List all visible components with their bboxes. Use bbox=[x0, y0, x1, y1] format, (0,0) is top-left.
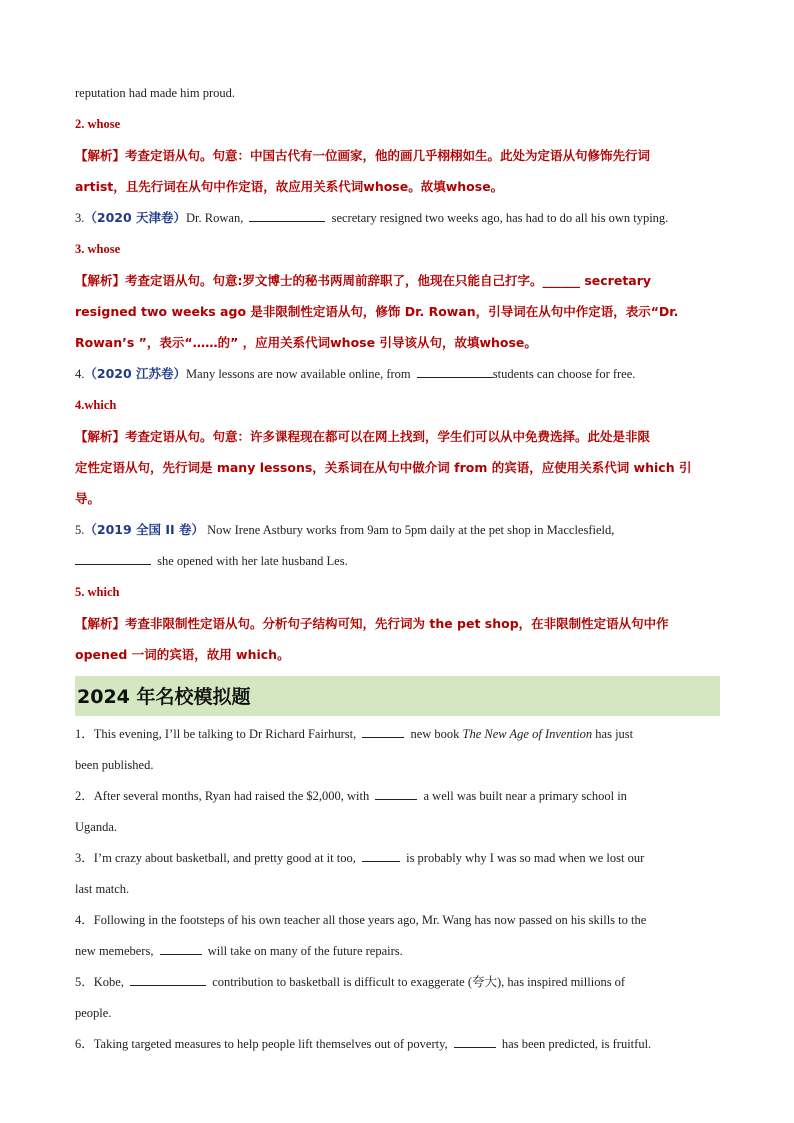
exercise-2-text-pre: After several months, Ryan had raised the $2,000, with bbox=[93, 789, 370, 803]
exercise-5-line-1 bbox=[75, 967, 720, 998]
section-title: 2024 年名校模拟题 bbox=[75, 676, 720, 716]
q3-answer: 3. whose bbox=[75, 242, 121, 256]
exercise-6-line-1 bbox=[75, 1029, 720, 1060]
exercise-1-number: 1． bbox=[75, 727, 94, 741]
q4-analysis-line-2: 定性定语从句，先行词是 many lessons，关系词在从句中做介词 from 的宾语，应使用关系代词 which 引 bbox=[75, 460, 692, 475]
q3-analysis-line-1: 【解析】考查定语从句。句意:罗文博士的秘书两周前辞职了，他现在只能自己打字。______ secretary bbox=[75, 273, 652, 288]
q4-blank bbox=[417, 366, 493, 378]
q3-source: （2020 天津卷） bbox=[84, 210, 187, 225]
exercise-1-text-mid: new book bbox=[410, 727, 460, 741]
exercise-6-number: 6． bbox=[75, 1037, 94, 1051]
q5-source: （2019 全国 II 卷） bbox=[84, 522, 205, 537]
exercise-1-line-2: been published. bbox=[75, 758, 154, 772]
exercise-1-text-pre: This evening, I’ll be talking to Dr Richard Fairhurst, bbox=[93, 727, 357, 741]
q2-analysis-line-2: artist，且先行词在从句中作定语，故应用关系代词whose。故填whose。 bbox=[75, 179, 504, 194]
exercise-1-line-1 bbox=[75, 719, 720, 750]
q5-answer: 5. which bbox=[75, 585, 120, 599]
q3-text-pre: Dr. Rowan, bbox=[186, 211, 244, 225]
exercise-5-blank bbox=[130, 974, 206, 986]
exercise-2-blank bbox=[375, 788, 417, 800]
q5-question-line-2 bbox=[75, 546, 720, 577]
q3-text-post: secretary resigned two weeks ago, has had to do all his own typing. bbox=[331, 211, 669, 225]
exercise-1-blank bbox=[362, 726, 404, 738]
exercise-3-blank bbox=[362, 850, 400, 862]
q4-text-pre: Many lessons are now available online, from bbox=[186, 367, 411, 381]
exercise-5-text-post: contribution to basketball is difficult to exaggerate (夸大), has inspired millions of bbox=[212, 975, 626, 989]
q3-question bbox=[75, 202, 720, 234]
exercise-1-book-title: The New Age of Invention bbox=[462, 727, 593, 741]
exercise-4-blank bbox=[160, 943, 202, 955]
exercise-3-line-2: last match. bbox=[75, 882, 130, 896]
exercise-1-text-post: has just bbox=[595, 727, 634, 741]
exercise-3-text-post: is probably why I was so mad when we lost our bbox=[406, 851, 645, 865]
exercise-5-line-2: people. bbox=[75, 1006, 112, 1020]
exercise-6-blank bbox=[454, 1036, 496, 1048]
exercise-5-text-pre: Kobe, bbox=[93, 975, 124, 989]
q2-analysis-line-1: 【解析】考查定语从句。句意：中国古代有一位画家，他的画几乎栩栩如生。此处为定语从句修饰先行词 bbox=[75, 148, 651, 163]
exercise-4-text-post: will take on many of the future repairs. bbox=[207, 944, 403, 958]
exercise-4-text-line-1: Following in the footsteps of his own teacher all those years ago, Mr. Wang has now passed on his skills to the bbox=[93, 913, 647, 927]
exercise-2-number: 2． bbox=[75, 789, 94, 803]
intro-tail-text: reputation had made him proud. bbox=[75, 86, 236, 100]
exercise-3-line-1 bbox=[75, 843, 720, 874]
exercise-5-number: 5． bbox=[75, 975, 94, 989]
q5-text-pre: Now Irene Astbury works from 9am to 5pm daily at the pet shop in Macclesfield, bbox=[207, 523, 615, 537]
exercise-2-line-1 bbox=[75, 781, 720, 812]
q4-answer: 4.which bbox=[75, 398, 117, 412]
q5-question-line-1 bbox=[75, 514, 720, 546]
q4-source: （2020 江苏卷） bbox=[84, 366, 187, 381]
exercise-4-line-2 bbox=[75, 936, 720, 967]
exercise-3-text-pre: I’m crazy about basketball, and pretty good at it too, bbox=[93, 851, 356, 865]
q5-number: 5. bbox=[75, 523, 85, 537]
q4-analysis-line-3: 导。 bbox=[75, 491, 101, 506]
exercise-4-line-1 bbox=[75, 905, 720, 936]
document-page bbox=[75, 78, 720, 1060]
exercise-6-text-pre: Taking targeted measures to help people lift themselves out of poverty, bbox=[93, 1037, 448, 1051]
q4-text-post: students can choose for free. bbox=[492, 367, 636, 381]
q4-question bbox=[75, 358, 720, 390]
q3-number: 3. bbox=[75, 211, 85, 225]
q5-text-post: she opened with her late husband Les. bbox=[157, 554, 348, 568]
q4-number: 4. bbox=[75, 367, 85, 381]
exercise-6-text-post: has been predicted, is fruitful. bbox=[501, 1037, 652, 1051]
q3-blank bbox=[249, 210, 325, 222]
q5-analysis-line-2: opened 一词的宾语，故用 which。 bbox=[75, 647, 290, 662]
exercise-3-number: 3． bbox=[75, 851, 94, 865]
exercise-4-number: 4． bbox=[75, 913, 94, 927]
q3-analysis-line-3: Rowan’s ”，表示“……的” ，应用关系代词whose 引导该从句，故填whose。 bbox=[75, 335, 537, 350]
q4-analysis-line-1: 【解析】考查定语从句。句意：许多课程现在都可以在网上找到，学生们可以从中免费选择。此处是非限 bbox=[75, 429, 651, 444]
q3-analysis-line-2: resigned two weeks ago 是非限制性定语从句，修饰 Dr. Rowan，引导词在从句中作定语，表示“Dr. bbox=[75, 304, 679, 319]
exercise-4-text-pre: new memebers, bbox=[75, 944, 154, 958]
exercise-2-line-2: Uganda. bbox=[75, 820, 117, 834]
q5-analysis-line-1: 【解析】考查非限制性定语从句。分析句子结构可知，先行词为 the pet shop，在非限制性定语从句中作 bbox=[75, 616, 669, 631]
q2-answer: 2. whose bbox=[75, 117, 121, 131]
q5-blank bbox=[75, 553, 151, 565]
exercise-2-text-post: a well was built near a primary school in bbox=[423, 789, 627, 803]
